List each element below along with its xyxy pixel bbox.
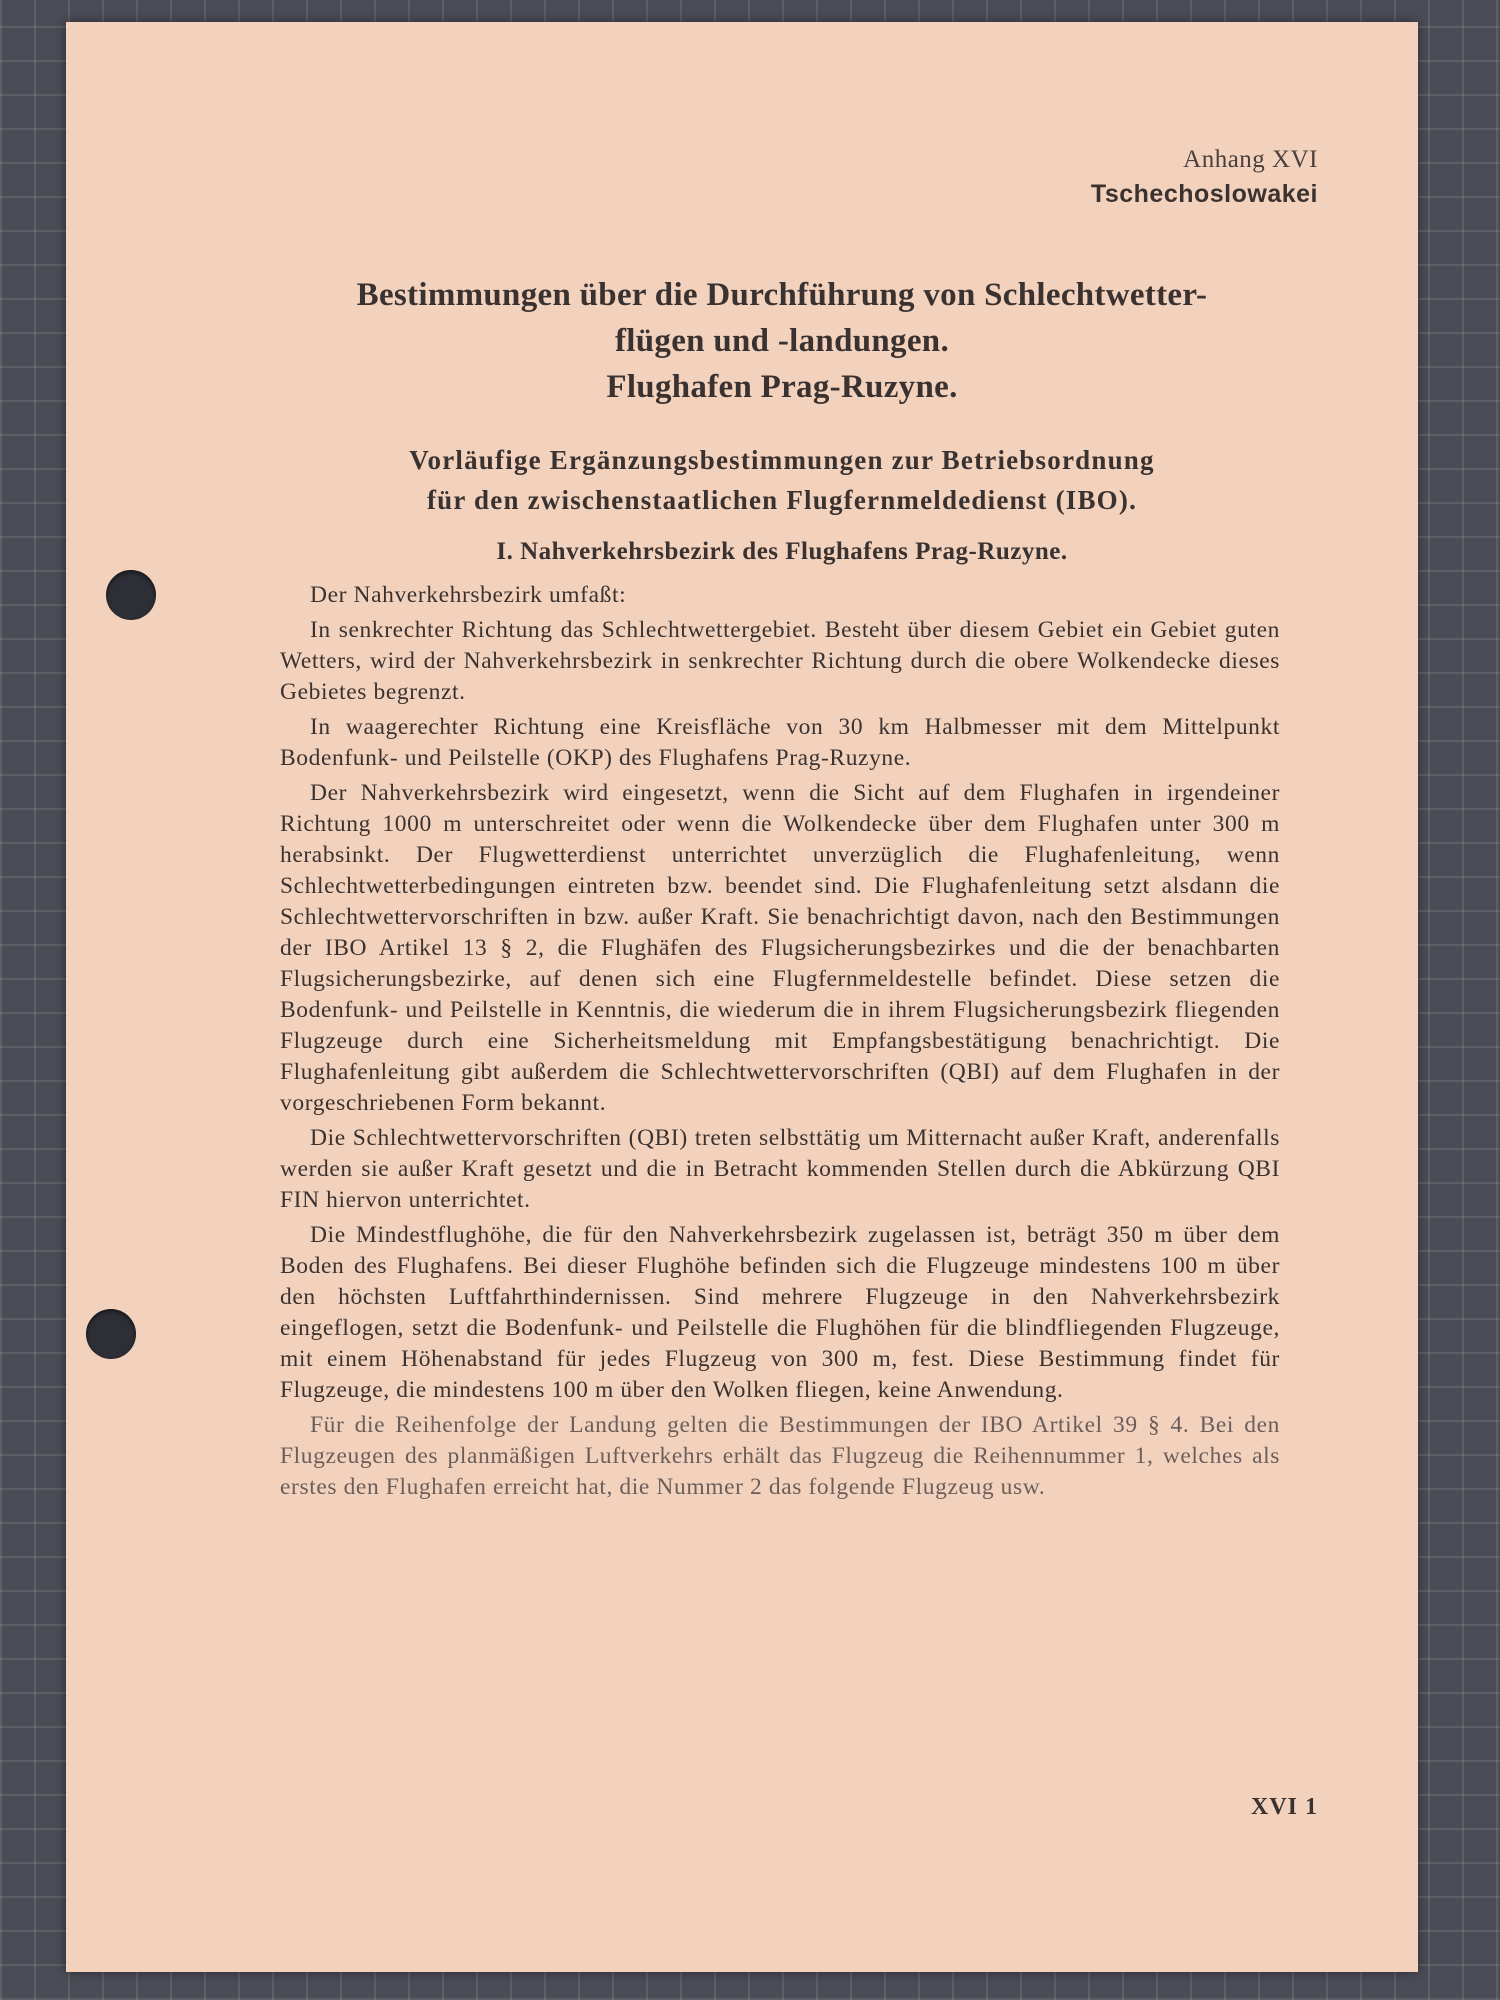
paragraph-intro: Der Nahverkehrsbezirk umfaßt: bbox=[310, 582, 627, 608]
annex-label: Anhang XVI bbox=[1183, 146, 1318, 173]
paragraph-vertical: In senkrechter Richtung das Schlechtwettergebiet. Besteht über diesem Gebiet ein Gebiet guten Wetters, wird der Nahverkehrsbezirk in senkrechter Richtung durch die obere Wolkendecke dieses Gebietes begrenzt. bbox=[280, 617, 1280, 705]
page-header bbox=[1091, 146, 1318, 209]
punch-hole-top bbox=[106, 570, 156, 620]
document-title bbox=[66, 272, 1418, 410]
paragraph-min-altitude: Die Mindestflughöhe, die für den Nahverkehrsbezirk zugelassen ist, beträgt 350 m über dem Boden des Flughafens. Bei dieser Flughöhe befinden sich die Flugzeuge mindestens 100 m über den höchsten Luftfahrthindernissen. Sind mehrere Flugzeuge in den Nahverkehrsbezirk eingeflogen, setzt die Bodenfunk- und Peilstelle die Flughöhen für die blindfliegenden Flugzeuge, mit einem Höhenabstand für jedes Flugzeug von 300 m, fest. Diese Bestimmung findet für Flugzeuge, die mindestens 100 m über den Wolken fliegen, keine Anwendung. bbox=[280, 1222, 1280, 1403]
paragraph-activation: Der Nahverkehrsbezirk wird eingesetzt, wenn die Sicht auf dem Flughafen in irgendeiner Richtung 1000 m unterschreitet oder wenn die Wolkendecke über dem Flughafen unter 300 m herabsinkt. Der Flugwetterdienst unterrichtet unverzüglich die Flughafenleitung, wenn Schlechtwetterbedingungen eintreten bzw. beendet sind. Die Flughafenleitung setzt alsdann die Schlechtwettervorschriften in bzw. außer Kraft. Sie benachrichtigt davon, nach den Bestimmungen der IBO Artikel 13 § 2, die Flughäfen des Flugsicherungsbezirkes und die der benachbarten Flugsicherungsbezirke, auf denen sich eine Flugfernmeldestelle befindet. Diese setzen die Bodenfunk- und Peilstelle in Kenntnis, die wiederum die in ihrem Flugsicherungsbezirk fliegenden Flugzeuge durch eine Sicherheitsmeldung mit Empfangsbestätigung benachrichtigt. Die Flughafenleitung gibt außerdem die Schlechtwettervorschriften (QBI) auf dem Flughafen in der vorgeschriebenen Form bekannt. bbox=[280, 780, 1280, 1116]
body-text bbox=[280, 580, 1280, 1507]
country-label: Tschechoslowakei bbox=[1090, 180, 1318, 208]
paragraph-horizontal: In waagerechter Richtung eine Kreisfläche von 30 km Halbmesser mit dem Mittelpunkt Bodenfunk- und Peilstelle (OKP) des Flughafens Prag-Ruzyne. bbox=[280, 714, 1280, 771]
paragraph-landing-order: Für die Reihenfolge der Landung gelten die Bestimmungen der IBO Artikel 39 § 4. Bei den Flugzeugen des planmäßigen Luftverkehrs erhält das Flugzeug die Reihennummer 1, welches als erstes den Flughafen erreicht hat, die Nummer 2 das folgende Flugzeug usw. bbox=[280, 1412, 1280, 1500]
document-subtitle bbox=[66, 440, 1418, 520]
title-line-1: Bestimmungen über die Durchführung von Schlechtwetter- bbox=[356, 277, 1208, 313]
section-heading: I. Nahverkehrsbezirk des Flughafens Prag-Ruzyne. bbox=[496, 538, 1068, 565]
title-line-2: flügen und -landungen. bbox=[615, 323, 949, 359]
subtitle-line-1: Vorläufige Ergänzungsbestimmungen zur Betriebsordnung bbox=[409, 445, 1155, 475]
paragraph-expiry: Die Schlechtwettervorschriften (QBI) treten selbsttätig um Mitternacht außer Kraft, anderenfalls werden sie außer Kraft gesetzt und die in Betracht kommenden Stellen durch die Abkürzung QBI FIN hiervon unterrichtet. bbox=[280, 1125, 1280, 1213]
punch-hole-bottom bbox=[86, 1309, 136, 1359]
subtitle-line-2: für den zwischenstaatlichen Flugfernmeldedienst (IBO). bbox=[426, 485, 1138, 515]
page-number: XVI 1 bbox=[1250, 1794, 1318, 1820]
title-line-3: Flughafen Prag-Ruzyne. bbox=[606, 369, 958, 405]
document-page bbox=[66, 22, 1418, 1972]
